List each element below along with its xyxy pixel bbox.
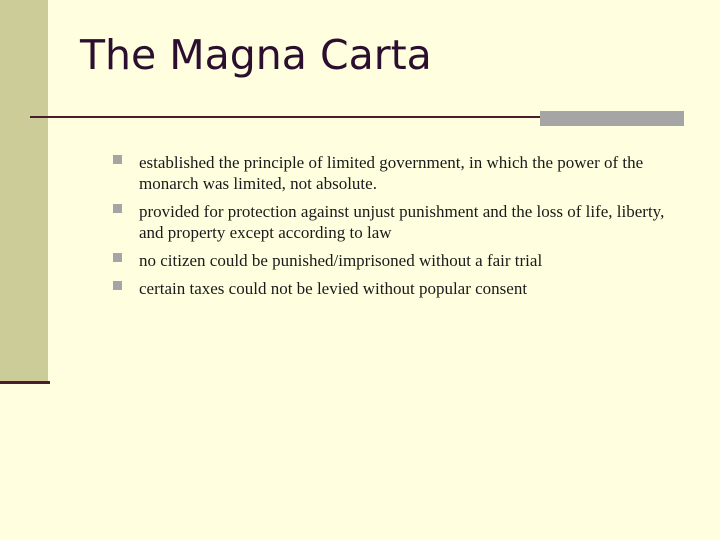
square-bullet-icon	[113, 281, 122, 290]
slide-title: The Magna Carta	[80, 31, 432, 79]
bullet-item	[113, 250, 688, 271]
bullet-item	[113, 278, 688, 299]
bullet-text: established the principle of limited government, in which the power of the monarch was limited, not absolute.	[139, 153, 644, 193]
bullet-list	[113, 152, 688, 306]
square-bullet-icon	[113, 155, 122, 164]
left-accent-underline	[0, 381, 50, 384]
title-divider-accent	[540, 111, 684, 126]
bullet-text: certain taxes could not be levied without popular consent	[139, 279, 528, 298]
bullet-text: provided for protection against unjust punishment and the loss of life, liberty, and property except according to law	[139, 202, 665, 242]
square-bullet-icon	[113, 204, 122, 213]
bullet-item	[113, 152, 688, 194]
bullet-item	[113, 201, 688, 243]
square-bullet-icon	[113, 253, 122, 262]
bullet-text: no citizen could be punished/imprisoned without a fair trial	[139, 251, 543, 270]
left-accent-bar	[0, 0, 48, 382]
